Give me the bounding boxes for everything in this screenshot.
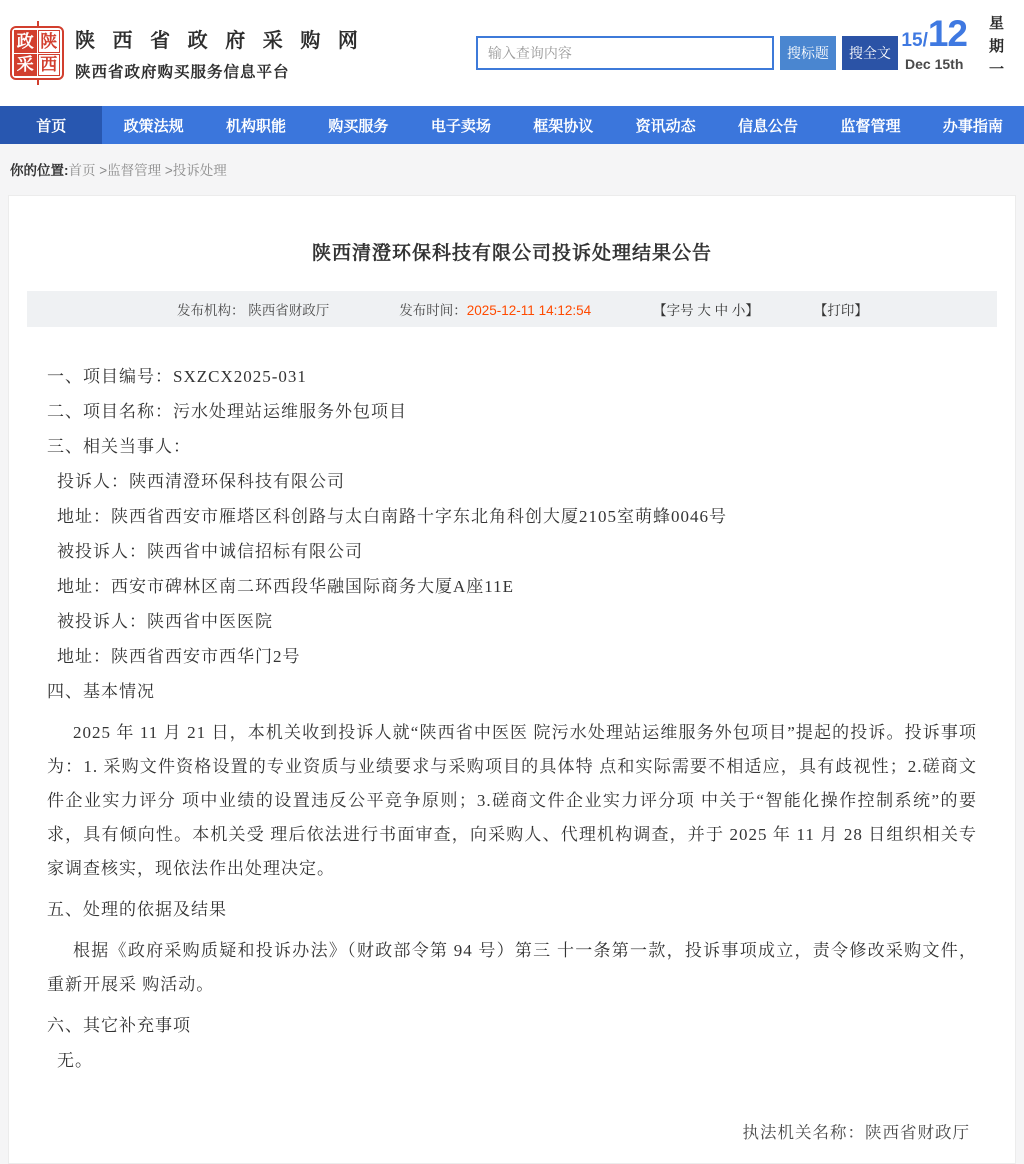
date-english: Dec 15th <box>905 56 964 72</box>
publish-time-value: 2025-12-11 14:12:54 <box>466 303 592 318</box>
site-header <box>0 0 1024 106</box>
breadcrumb <box>0 144 1024 192</box>
breadcrumb-prefix: 你的位置: <box>10 163 69 178</box>
nav-item-policies[interactable]: 政策法规 <box>123 117 184 135</box>
publish-time <box>399 299 591 319</box>
search-fulltext-button[interactable]: 搜全文 <box>842 36 898 70</box>
article-line: 地址：陕西省西安市雁塔区科创路与太白南路十字东北角科创大厦2105室萌蜂0046号 <box>57 507 727 526</box>
seal-char: 采 <box>14 54 37 77</box>
date-separator: / <box>922 30 928 51</box>
weekday-label: 星期一 <box>987 15 1004 84</box>
nav-item-home[interactable]: 首页 <box>0 106 102 144</box>
article-paragraph: 根据《政府采购质疑和投诉办法》（财政部令第 94 号）第三 十一条第一款，投诉事项成立，责令修改采购文件，重新开展采 购活动。 <box>47 941 977 994</box>
article-line: 五、处理的依据及结果 <box>47 900 227 919</box>
nav-item-news[interactable]: 资讯动态 <box>635 117 696 135</box>
article-body <box>9 327 1015 1072</box>
nav-item-e-marketplace[interactable]: 电子卖场 <box>430 117 491 135</box>
date-month: 12 <box>927 13 967 54</box>
font-size-control[interactable]: 【字号 大 中 小】 <box>653 303 759 318</box>
seal-char: 政 <box>14 30 37 53</box>
article-line: 被投诉人：陕西省中医医院 <box>57 612 273 631</box>
date-widget <box>901 9 1006 97</box>
nav-item-supervision[interactable]: 监督管理 <box>840 117 901 135</box>
article-line: 一、项目编号：SXZCX2025-031 <box>47 367 307 386</box>
seal-char: 陕 <box>38 30 61 53</box>
article-line: 二、项目名称：污水处理站运维服务外包项目 <box>47 402 407 421</box>
search-input[interactable] <box>476 36 774 70</box>
article-line: 无。 <box>57 1051 93 1070</box>
article-panel <box>8 195 1016 1164</box>
seal-char: 西 <box>38 54 61 77</box>
breadcrumb-path[interactable]: 首页 >监督管理 >投诉处理 <box>68 163 227 178</box>
site-logo[interactable] <box>10 24 364 82</box>
article-meta-bar <box>27 291 997 327</box>
print-button[interactable]: 【打印】 <box>813 303 868 318</box>
site-title: 陕 西 省 政 府 采 购 网 <box>75 30 364 52</box>
nav-item-framework[interactable]: 框架协议 <box>533 117 594 135</box>
nav-item-functions[interactable]: 机构职能 <box>226 117 287 135</box>
date-day: 15 <box>901 30 923 51</box>
seal-logo-icon <box>10 26 64 80</box>
page-title: 陕西清澄环保科技有限公司投诉处理结果公告 <box>311 243 712 264</box>
article-line: 被投诉人：陕西省中诚信招标有限公司 <box>57 542 363 561</box>
nav-item-guide[interactable]: 办事指南 <box>942 117 1003 135</box>
article-line: 地址：西安市碑林区南二环西段华融国际商务大厦A座11E <box>57 577 515 596</box>
nav-item-purchase-services[interactable]: 购买服务 <box>328 117 389 135</box>
article-line: 四、基本情况 <box>47 682 155 701</box>
article-line: 投诉人：陕西清澄环保科技有限公司 <box>57 472 345 491</box>
brand-text <box>75 24 364 82</box>
nav-item-announcements[interactable]: 信息公告 <box>738 117 799 135</box>
article-line: 六、其它补充事项 <box>47 1016 191 1035</box>
publish-time-label: 发布时间： <box>399 303 467 318</box>
article-line: 地址：陕西省西安市西华门2号 <box>57 647 301 666</box>
date-numeric <box>901 13 967 72</box>
date-day-month <box>901 13 967 55</box>
article-line: 三、相关当事人： <box>47 437 191 456</box>
publish-agency: 发布机构： 陕西省财政厅 <box>177 303 330 318</box>
main-nav <box>0 106 1024 144</box>
article-paragraph: 2025 年 11 月 21 日，本机关收到投诉人就“陕西省中医医 院污水处理站运维服务外包项目”提起的投诉。投诉事项为：1. 采购文件资格设置的专业资质与业绩要求与采购项目的具体特 点和实际需要不相适应，具有歧视性；2.磋商文件企业实力评分 项中业绩的设置违反公平竞争原则；3.磋商文件企业实力评分项 中关于“智能化操作控制系统”的要求，具有倾向性。本机关受 理后依法进行书面审查，向采购人、代理机构调查，并于 2025 年 11 月 28 日组织相关专家调查核实，现依法作出处理决定。 <box>47 723 977 878</box>
search-title-button[interactable]: 搜标题 <box>780 36 836 70</box>
search-group <box>476 36 898 70</box>
enforcement-agency: 执法机关名称：陕西省财政厅 <box>742 1123 970 1142</box>
site-subtitle: 陕西省政府购买服务信息平台 <box>75 64 290 81</box>
